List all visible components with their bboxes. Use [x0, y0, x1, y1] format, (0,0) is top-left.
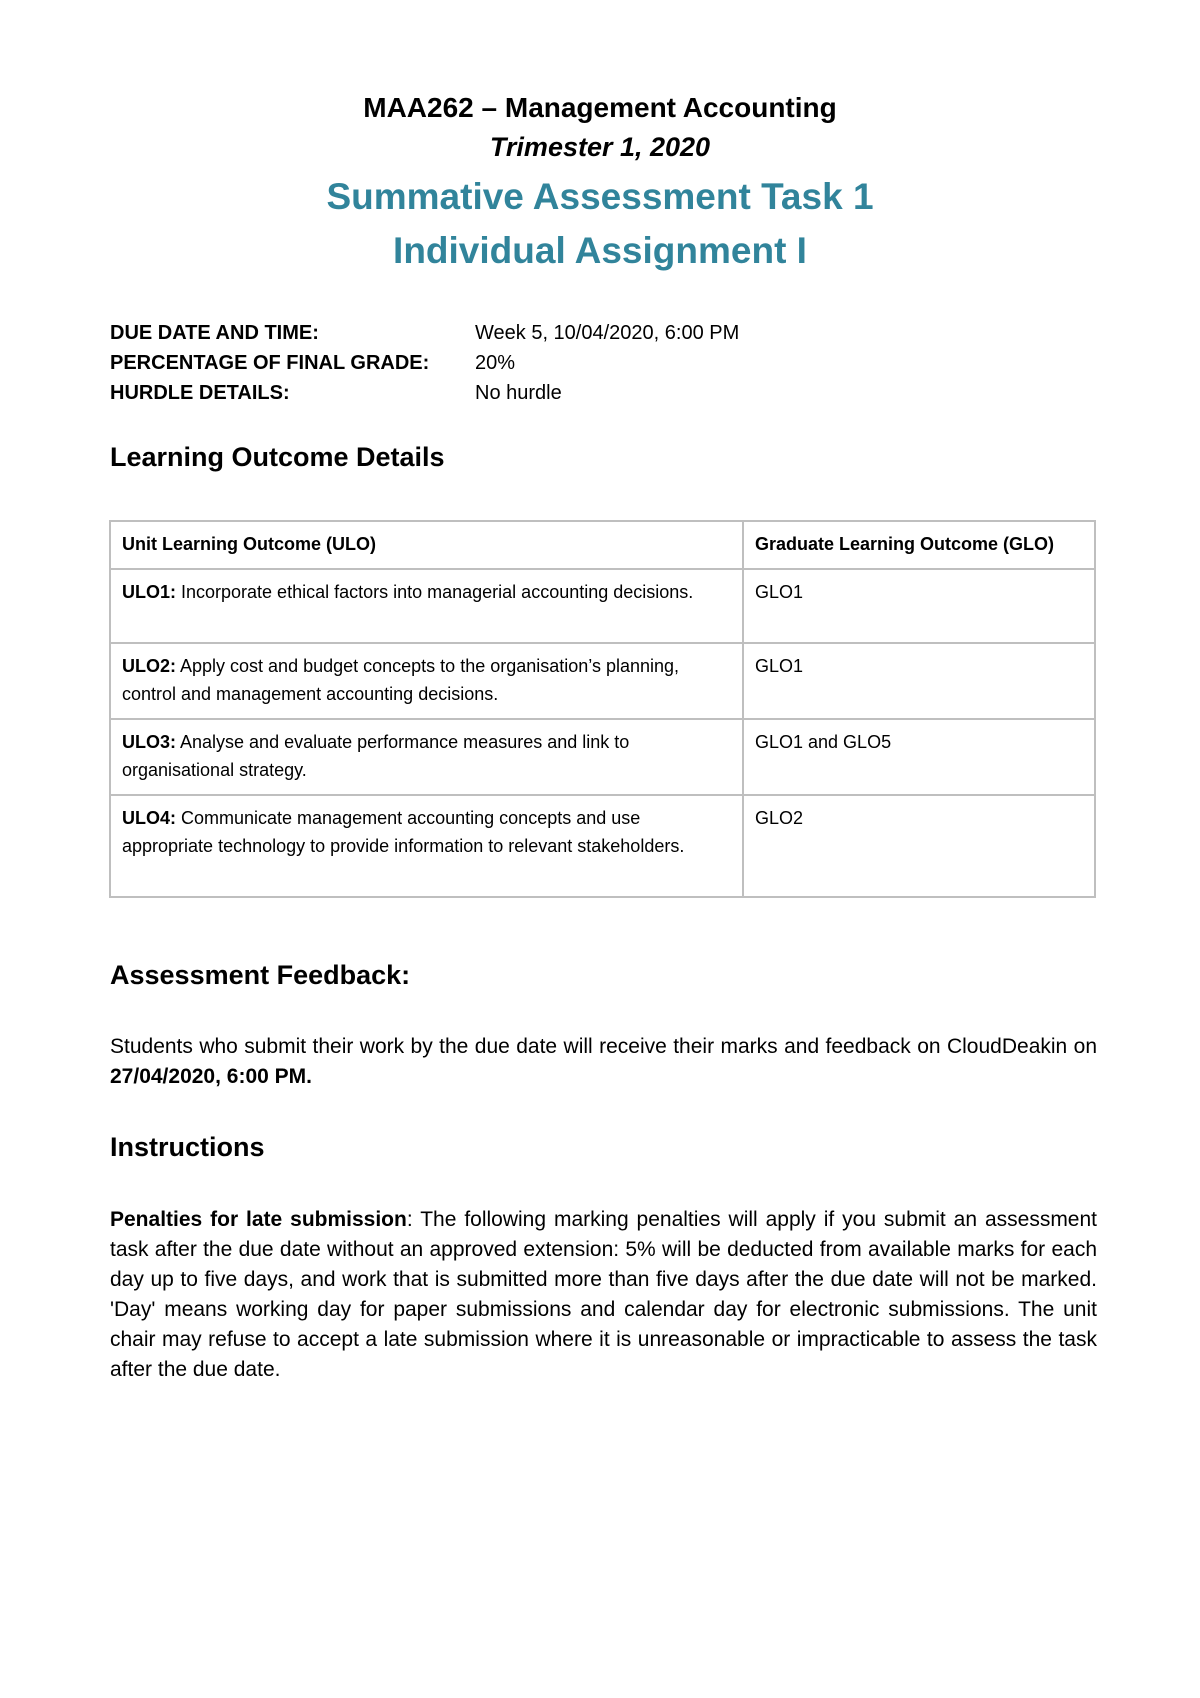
due-date-label: DUE DATE AND TIME:: [110, 322, 319, 344]
ulo-description: Communicate management accounting concepts and use appropriate technology to provide information to relevant stakeholders.: [122, 808, 685, 856]
assessment-title: Summative Assessment Task 1: [326, 176, 874, 217]
ulo-description: Incorporate ethical factors into managerial accounting decisions.: [176, 582, 694, 602]
ulo-cell: [110, 643, 743, 719]
glo-cell: GLO1 and GLO5: [743, 719, 1095, 795]
table-row: [110, 643, 1095, 719]
grade-percentage-label: PERCENTAGE OF FINAL GRADE:: [110, 352, 430, 374]
assessment-feedback-heading: Assessment Feedback:: [110, 960, 411, 990]
instructions-heading: Instructions: [110, 1132, 265, 1162]
glo-cell: GLO1: [743, 569, 1095, 643]
ulo-description: Apply cost and budget concepts to the organisation’s planning, control and management accounting decisions.: [122, 656, 680, 704]
feedback-text: Students who submit their work by the due date will receive their marks and feedback on CloudDeakin on: [110, 1035, 1097, 1058]
table-row: [110, 719, 1095, 795]
due-date-value: Week 5, 10/04/2020, 6:00 PM: [475, 322, 740, 344]
feedback-paragraph: [110, 1032, 1097, 1092]
table-row: [110, 795, 1095, 897]
late-penalty-label: Penalties for late submission: [110, 1208, 407, 1231]
glo-column-header: Graduate Learning Outcome (GLO): [743, 521, 1095, 569]
grade-percentage-value: 20%: [475, 352, 516, 374]
ulo-code: ULO4:: [122, 808, 176, 828]
assignment-title: Individual Assignment I: [393, 230, 807, 271]
ulo-code: ULO2:: [122, 656, 176, 676]
ulo-cell: [110, 569, 743, 643]
table-header-row: [110, 521, 1095, 569]
learning-outcome-heading: Learning Outcome Details: [110, 442, 445, 472]
late-penalty-paragraph: [110, 1205, 1097, 1385]
ulo-cell: [110, 795, 743, 897]
table-row: [110, 569, 1095, 643]
hurdle-label: HURDLE DETAILS:: [110, 382, 290, 404]
course-title: MAA262 – Management Accounting: [363, 92, 837, 123]
ulo-column-header: Unit Learning Outcome (ULO): [110, 521, 743, 569]
ulo-description: Analyse and evaluate performance measures and link to organisational strategy.: [122, 732, 630, 780]
hurdle-value: No hurdle: [475, 382, 562, 404]
glo-cell: GLO2: [743, 795, 1095, 897]
trimester-label: Trimester 1, 2020: [489, 132, 711, 162]
ulo-cell: [110, 719, 743, 795]
learning-outcome-table: [109, 520, 1096, 898]
glo-cell: GLO1: [743, 643, 1095, 719]
ulo-code: ULO1:: [122, 582, 176, 602]
late-penalty-text: : The following marking penalties will apply if you submit an assessment task after the due date without an approved extension: 5% will be deducted from available marks for each day up to five days, and work that is submitted more than five days after the due date will not be marked. 'Day' means working day for paper submissions and calendar day for electronic submissions. The unit chair may refuse to accept a late submission where it is unreasonable or impracticable to assess the task after the due date.: [110, 1208, 1098, 1381]
ulo-code: ULO3:: [122, 732, 176, 752]
feedback-release-date: 27/04/2020, 6:00 PM.: [110, 1065, 312, 1088]
